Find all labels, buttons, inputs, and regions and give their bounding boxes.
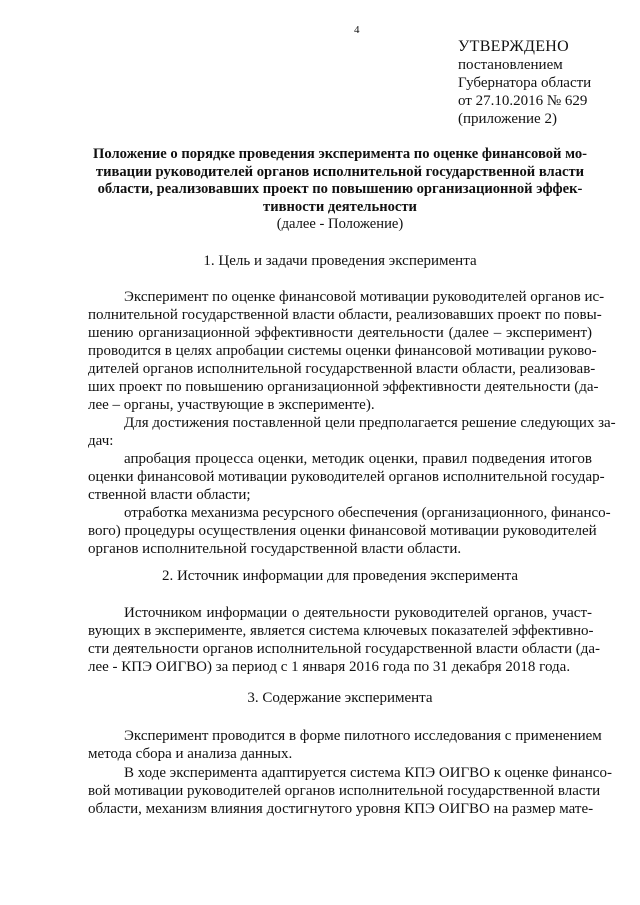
approval-line: Губернатора области <box>458 75 592 91</box>
text-line: Эксперимент проводится в форме пилотного исследования с применением <box>124 728 602 744</box>
section-heading: 2. Источник информации для проведения эксперимента <box>161 568 519 584</box>
document-title <box>88 146 592 234</box>
paragraph <box>88 604 601 676</box>
text-line: шению организационной эффективности деятельности (далее – эксперимент) <box>88 325 592 341</box>
section-heading: 1. Цель и задачи проведения эксперимента <box>203 253 477 269</box>
approval-line: от 27.10.2016 № 629 <box>458 93 588 109</box>
approval-line: (приложение 2) <box>458 111 557 127</box>
text-line: лее – органы, участвующие в эксперименте). <box>88 397 375 413</box>
text-line: вой мотивации руководителей органов исполнительной государственной власти <box>88 783 601 799</box>
title-line: области, реализовавших проект по повышению организационной эффек- <box>97 181 583 197</box>
paragraph <box>88 450 605 504</box>
text-line: Для достижения поставленной цели предполагается решение следующих за- <box>124 415 616 431</box>
title-subtitle: (далее - Положение) <box>276 216 404 232</box>
text-line: Источником информации о деятельности руководителей органов, участ- <box>124 605 592 621</box>
text-line: вующих в эксперименте, является система ключевых показателей эффективно- <box>88 623 594 639</box>
text-line: ших проект по повышению организационной эффективности деятельности (да- <box>88 379 599 395</box>
paragraph <box>88 764 612 818</box>
text-line: Эксперимент по оценке финансовой мотивации руководителей органов ис- <box>124 289 605 305</box>
text-line: полнительной государственной власти области, реализовавших проект по повы- <box>88 307 602 323</box>
approval-line: постановлением <box>458 57 563 73</box>
text-line: сти деятельности органов исполнительной государственной власти области (да- <box>88 641 601 657</box>
text-line: вого) процедуры осуществления оценки финансовой мотивации руководителей <box>88 523 597 539</box>
paragraph <box>88 288 605 414</box>
paragraph <box>88 504 611 558</box>
text-line: лее - КПЭ ОИГВО) за период с 1 января 2016 года по 31 декабря 2018 года. <box>88 659 571 675</box>
text-line: проводится в целях апробации системы оценки финансовой мотивации руково- <box>88 343 597 359</box>
paragraph <box>88 414 616 450</box>
title-line: Положение о порядке проведения эксперимента по оценке финансовой мо- <box>93 146 587 162</box>
text-line: апробация процесса оценки, методик оценки, правил подведения итогов <box>124 451 592 467</box>
paragraph <box>88 727 602 763</box>
text-line: ственной власти области; <box>88 487 251 503</box>
section-heading: 3. Содержание эксперимента <box>247 690 433 706</box>
title-line: тивности деятельности <box>263 198 417 215</box>
page-number: 4 <box>354 24 360 36</box>
text-line: органов исполнительной государственной власти области. <box>88 541 462 557</box>
text-line: области, механизм влияния достигнутого уровня КПЭ ОИГВО на размер мате- <box>88 801 594 817</box>
text-line: метода сбора и анализа данных. <box>88 746 293 762</box>
title-line: тивации руководителей органов исполнительной государственной власти <box>95 163 585 180</box>
text-line: дач: <box>88 433 114 449</box>
approval-title: УТВЕРЖДЕНО <box>458 38 570 55</box>
text-line: оценки финансовой мотивации руководителей органов исполнительной государ- <box>88 469 605 485</box>
text-line: дителей органов исполнительной государственной власти области, реализовав- <box>88 361 596 377</box>
text-line: В ходе эксперимента адаптируется система КПЭ ОИГВО к оценке финансо- <box>124 765 612 781</box>
approval-stamp-block <box>458 38 591 128</box>
text-line: отработка механизма ресурсного обеспечения (организационного, финансо- <box>124 505 611 521</box>
